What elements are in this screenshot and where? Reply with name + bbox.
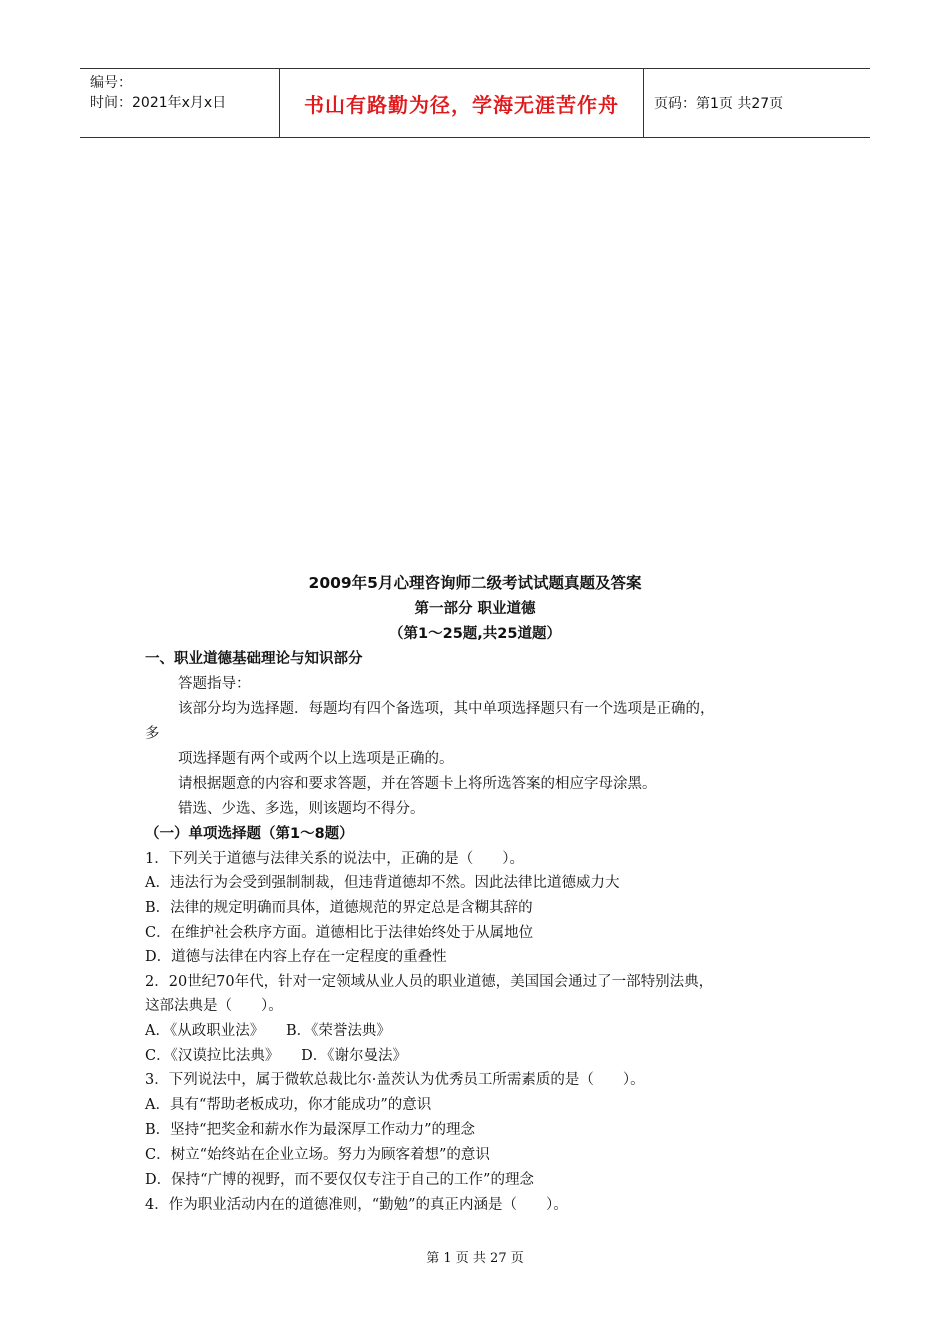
q1-option-d: D．道德与法律在内容上存在一定程度的重叠性 <box>145 949 447 965</box>
guide-paragraph-1: 该部分均为选择题．每题均有四个备选项，其中单项选择题只有一个选项是正确的， <box>178 701 715 717</box>
q1-option-c: C．在维护社会秩序方面。道德相比于法律始终处于从属地位 <box>145 925 534 941</box>
part-heading: 第一部分 职业道德 <box>414 601 536 617</box>
q3-option-a: A．具有“帮助老板成功，你才能成功”的意识 <box>145 1097 432 1113</box>
number-label: 编号： <box>90 75 132 91</box>
question-2-wrap: 这部法典是（ ）。 <box>145 998 283 1014</box>
q2-options-ab: A．《从政职业法》 B．《荣誉法典》 <box>145 1023 391 1039</box>
guide-paragraph-3: 请根据题意的内容和要求答题，并在答题卡上将所选答案的相应字母涂黑。 <box>178 776 657 792</box>
doc-title: 2009年5月心理咨询师二级考试试题真题及答案 <box>308 574 642 592</box>
header-motto-cell <box>280 69 644 137</box>
q1-option-b: B．法律的规定明确而具体，道德规范的界定总是含糊其辞的 <box>145 900 533 916</box>
guide-paragraph-4: 错选、少选、多选，则该题均不得分。 <box>178 801 425 817</box>
motto-text: 书山有路勤为径，学海无涯苦作舟 <box>304 92 619 117</box>
question-1: 1．下列关于道德与法律关系的说法中，正确的是（ ）。 <box>145 851 524 867</box>
question-4: 4．作为职业活动内在的道德准则，“勤勉”的真正内涵是（ ）。 <box>145 1197 568 1213</box>
subsection-heading: （一）单项选择题（第1～8题） <box>145 826 354 842</box>
question-range: （第1～25题,共25道题） <box>389 626 561 642</box>
page-footer: 第 1 页 共 27 页 <box>426 1251 524 1266</box>
header-meta <box>80 69 280 137</box>
page-header <box>80 68 870 138</box>
q3-option-b: B．坚持“把奖金和薪水作为最深厚工作动力”的理念 <box>145 1122 475 1138</box>
section-heading: 一、职业道德基础理论与知识部分 <box>145 651 363 667</box>
guide-paragraph-2: 项选择题有两个或两个以上选项是正确的。 <box>178 751 454 767</box>
time-label: 时间：2021年x月x日 <box>90 95 227 111</box>
page-number-label: 页码：第1页 共27页 <box>654 96 784 112</box>
guide-title: 答题指导： <box>178 676 251 692</box>
q3-option-c: C．树立“始终站在企业立场。努力为顾客着想”的意识 <box>145 1147 490 1163</box>
q2-options-cd: C．《汉谟拉比法典》 D．《谢尔曼法》 <box>145 1048 407 1064</box>
q3-option-d: D．保持“广博的视野，而不要仅仅专注于自己的工作”的理念 <box>145 1172 534 1188</box>
guide-paragraph-1-wrap: 多 <box>145 726 160 742</box>
question-2: 2．20世纪70年代，针对一定领域从业人员的职业道德，美国国会通过了一部特别法典， <box>145 974 714 990</box>
q1-option-a: A．违法行为会受到强制制裁，但违背道德却不然。因此法律比道德威力大 <box>145 875 620 891</box>
question-3: 3．下列说法中，属于微软总裁比尔·盖茨认为优秀员工所需素质的是（ ）。 <box>145 1072 645 1088</box>
